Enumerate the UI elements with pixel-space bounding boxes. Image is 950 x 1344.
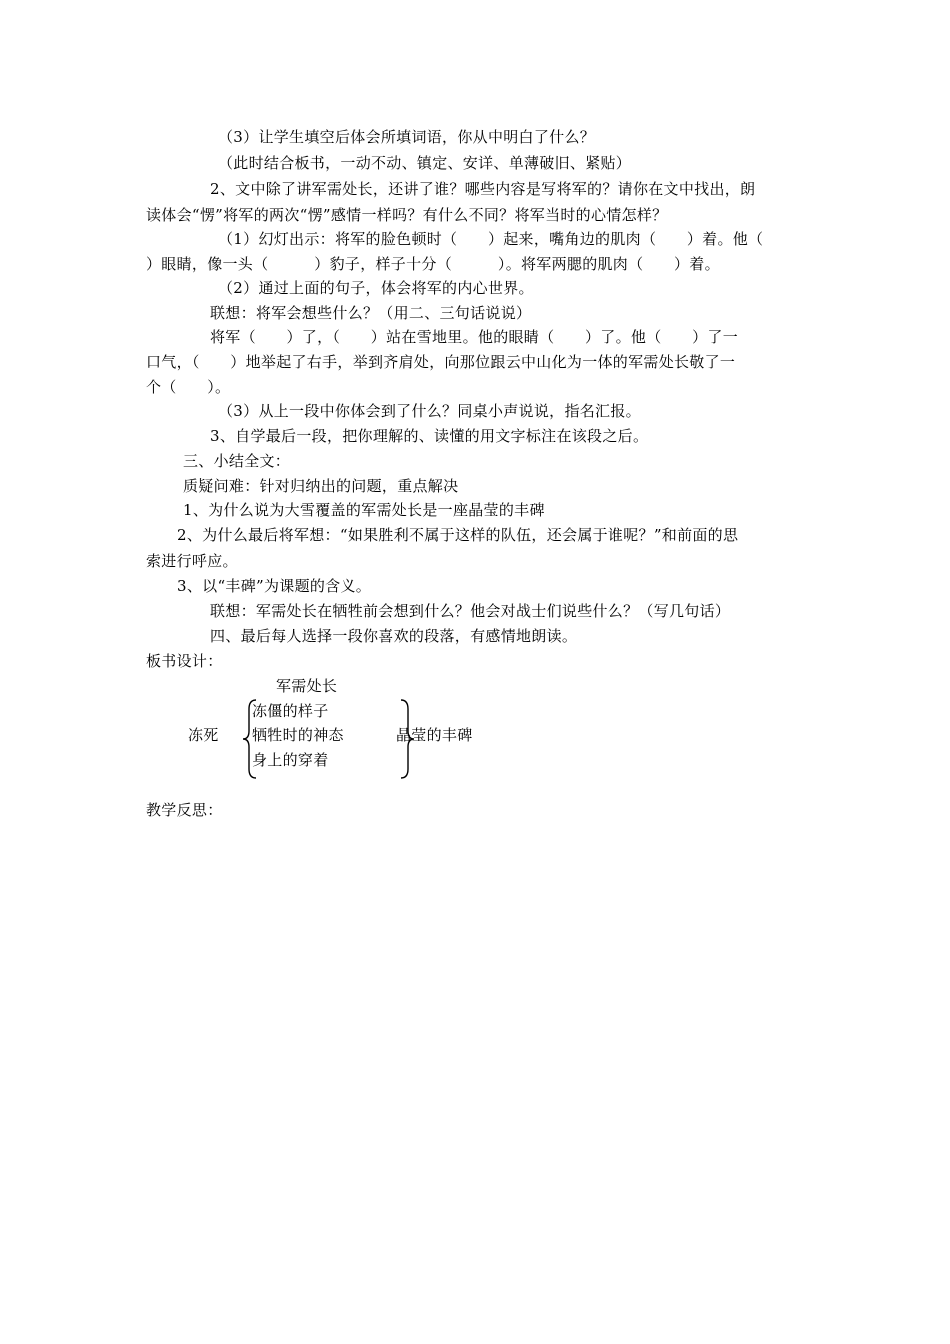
line-16: 1、为什么说为大雪覆盖的军需处长是一座晶莹的丰碑 (183, 501, 545, 519)
line-6: ）眼睛，像一头（ ）豹子，样子十分（ ）。将军两腮的肌肉（ ）着。 (146, 255, 720, 273)
line-5: （1）幻灯出示：将军的脸色顿时（ ）起来，嘴角边的肌肉（ ）着。他（ (218, 230, 764, 248)
line-9: 将军（ ）了，（ ）站在雪地里。他的眼睛（ ）了。他（ ）了一 (210, 328, 739, 346)
board-item-1: 冻僵的样子 (252, 702, 329, 720)
line-14: 三、小结全文： (183, 452, 291, 470)
line-11: 个（ ）。 (146, 378, 231, 396)
line-10: 口气，（ ）地举起了右手，举到齐肩处，向那位跟云中山化为一体的军需处长敬了一 (146, 353, 736, 371)
line-1: （3）让学生填空后体会所填词语，你从中明白了什么？ (218, 128, 596, 146)
board-title: 军需处长 (276, 677, 338, 695)
line-21: 四、最后每人选择一段你喜欢的段落，有感情地朗读。 (210, 627, 578, 645)
line-4: 读体会“愣”将军的两次“愣”感情一样吗？有什么不同？将军当时的心情怎样？ (146, 206, 668, 224)
board-heading: 板书设计： (146, 652, 223, 670)
board-left-term: 冻死 (188, 726, 219, 744)
line-15: 质疑问难：针对归纳出的问题，重点解决 (183, 477, 459, 495)
line-3: 2、文中除了讲军需处长，还讲了谁？哪些内容是写将军的？请你在文中找出，朗 (210, 180, 756, 198)
line-20: 联想：军需处长在牺牲前会想到什么？他会对战士们说些什么？（写几句话） (210, 602, 731, 620)
line-7: （2）通过上面的句子，体会将军的内心世界。 (218, 279, 534, 297)
line-8: 联想：将军会想些什么？（用二、三句话说说） (210, 304, 532, 322)
board-item-2: 牺牲时的神态 (252, 726, 344, 744)
board-item-3: 身上的穿着 (252, 751, 329, 769)
line-19: 3、以“丰碑”为课题的含义。 (177, 577, 372, 595)
teaching-reflection-label: 教学反思： (146, 801, 223, 819)
line-18: 索进行呼应。 (146, 552, 238, 570)
line-2: （此时结合板书，一动不动、镇定、安详、单薄破旧、紧贴） (218, 154, 632, 172)
line-13: 3、自学最后一段，把你理解的、读懂的用文字标注在该段之后。 (210, 427, 649, 445)
board-right-term: 晶莹的丰碑 (396, 726, 473, 744)
line-17: 2、为什么最后将军想：“如果胜利不属于这样的队伍，还会属于谁呢？”和前面的思 (177, 526, 739, 544)
line-12: （3）从上一段中你体会到了什么？同桌小声说说，指名汇报。 (218, 402, 641, 420)
